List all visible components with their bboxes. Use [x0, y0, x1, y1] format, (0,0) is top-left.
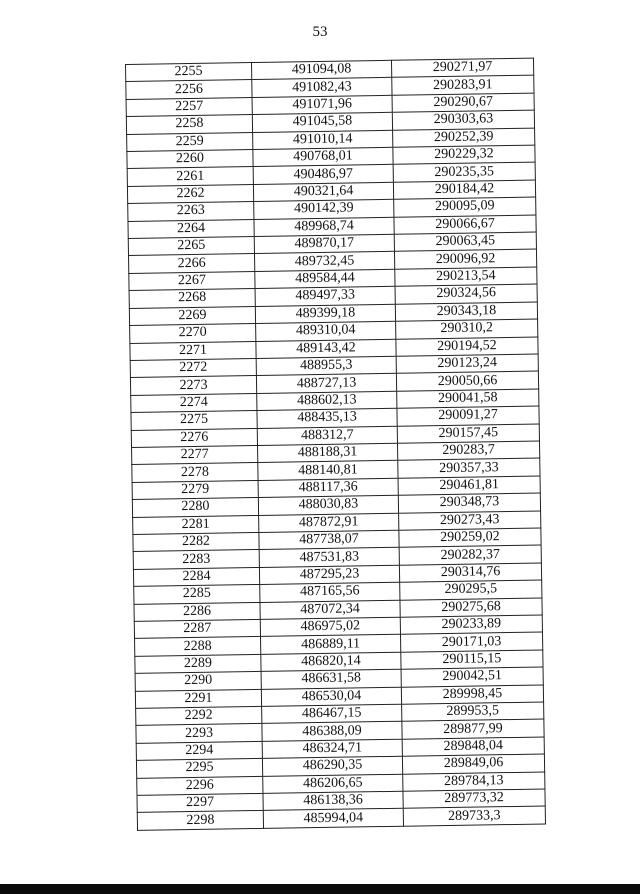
point-number-cell: 2272	[130, 358, 256, 377]
x-coordinate-cell: 487531,83	[259, 548, 399, 568]
point-number-cell: 2263	[128, 202, 254, 221]
point-number-cell: 2271	[130, 341, 256, 360]
x-coordinate-cell: 486975,02	[260, 617, 400, 637]
x-coordinate-cell: 489870,17	[254, 234, 394, 254]
x-coordinate-cell: 489968,74	[254, 217, 394, 237]
point-number-cell: 2283	[133, 550, 259, 569]
x-coordinate-cell: 488312,7	[257, 426, 397, 446]
y-coordinate-cell: 290290,67	[392, 93, 534, 113]
x-coordinate-cell: 488602,13	[257, 391, 397, 411]
coordinates-table-body	[126, 58, 546, 830]
x-coordinate-cell: 489399,18	[255, 304, 395, 324]
point-number-cell: 2285	[134, 585, 260, 604]
point-number-cell: 2267	[129, 271, 255, 290]
x-coordinate-cell: 486290,35	[262, 756, 402, 776]
coordinates-table	[125, 58, 546, 831]
x-coordinate-cell: 488140,81	[258, 461, 398, 481]
point-number-cell: 2286	[134, 602, 260, 621]
point-number-cell: 2257	[126, 97, 252, 116]
y-coordinate-cell: 290066,67	[394, 215, 536, 235]
point-number-cell: 2280	[132, 498, 258, 517]
x-coordinate-cell: 491094,08	[251, 60, 391, 80]
x-coordinate-cell: 488727,13	[256, 374, 396, 394]
y-coordinate-cell: 289998,45	[401, 685, 543, 705]
x-coordinate-cell: 487165,56	[260, 582, 400, 602]
point-number-cell: 2262	[127, 184, 253, 203]
x-coordinate-cell: 486530,04	[261, 687, 401, 707]
y-coordinate-cell: 290096,92	[394, 250, 536, 270]
y-coordinate-cell: 290295,5	[400, 580, 542, 600]
point-number-cell: 2266	[129, 254, 255, 273]
x-coordinate-cell: 486820,14	[261, 652, 401, 672]
y-coordinate-cell: 290324,56	[395, 284, 537, 304]
point-number-cell: 2276	[131, 428, 257, 447]
y-coordinate-cell: 290357,33	[398, 458, 540, 478]
point-number-cell: 2274	[131, 393, 257, 412]
y-coordinate-cell: 290095,09	[394, 197, 536, 217]
point-number-cell: 2287	[134, 619, 260, 638]
point-number-cell: 2256	[126, 80, 252, 99]
x-coordinate-cell: 490486,97	[253, 165, 393, 185]
x-coordinate-cell: 486467,15	[262, 704, 402, 724]
point-number-cell: 2265	[128, 237, 254, 256]
y-coordinate-cell: 290091,27	[397, 406, 539, 426]
x-coordinate-cell: 486324,71	[262, 739, 402, 759]
y-coordinate-cell: 290157,45	[397, 424, 539, 444]
x-coordinate-cell: 489584,44	[255, 269, 395, 289]
x-coordinate-cell: 486889,11	[261, 635, 401, 655]
y-coordinate-cell: 289784,13	[403, 772, 545, 792]
x-coordinate-cell: 486388,09	[262, 722, 402, 742]
point-number-cell: 2288	[135, 637, 261, 656]
x-coordinate-cell: 488435,13	[257, 408, 397, 428]
x-coordinate-cell: 488117,36	[258, 478, 398, 498]
x-coordinate-cell: 487738,07	[259, 530, 399, 550]
scan-bottom-border	[0, 884, 640, 894]
point-number-cell: 2296	[137, 776, 263, 795]
y-coordinate-cell: 289849,06	[402, 754, 544, 774]
y-coordinate-cell: 290184,42	[393, 180, 535, 200]
x-coordinate-cell: 491082,43	[252, 78, 392, 98]
point-number-cell: 2279	[132, 480, 258, 499]
y-coordinate-cell: 290348,73	[398, 493, 540, 513]
x-coordinate-cell: 490321,64	[253, 182, 393, 202]
point-number-cell: 2264	[128, 219, 254, 238]
point-number-cell: 2297	[137, 793, 263, 812]
y-coordinate-cell: 290235,35	[393, 163, 535, 183]
y-coordinate-cell: 289773,32	[403, 789, 545, 809]
y-coordinate-cell: 289733,3	[403, 806, 545, 826]
point-number-cell: 2292	[136, 706, 262, 725]
y-coordinate-cell: 290123,24	[396, 354, 538, 374]
x-coordinate-cell: 487072,34	[260, 600, 400, 620]
y-coordinate-cell: 290229,32	[393, 145, 535, 165]
point-number-cell: 2270	[130, 324, 256, 343]
point-number-cell: 2255	[126, 63, 252, 82]
y-coordinate-cell: 290273,43	[399, 511, 541, 531]
y-coordinate-cell: 290259,02	[399, 528, 541, 548]
x-coordinate-cell: 485994,04	[263, 809, 403, 829]
y-coordinate-cell: 289848,04	[402, 737, 544, 757]
y-coordinate-cell: 290314,76	[399, 563, 541, 583]
x-coordinate-cell: 489310,04	[256, 321, 396, 341]
y-coordinate-cell: 290282,37	[399, 545, 541, 565]
y-coordinate-cell: 290194,52	[396, 337, 538, 357]
y-coordinate-cell: 290252,39	[393, 128, 535, 148]
point-number-cell: 2275	[131, 411, 257, 430]
point-number-cell: 2290	[135, 672, 261, 691]
point-number-cell: 2295	[136, 759, 262, 778]
y-coordinate-cell: 290283,7	[397, 441, 539, 461]
y-coordinate-cell: 290310,2	[396, 319, 538, 339]
x-coordinate-cell: 487872,91	[259, 513, 399, 533]
y-coordinate-cell: 289877,99	[402, 719, 544, 739]
y-coordinate-cell: 290042,51	[401, 667, 543, 687]
point-number-cell: 2259	[127, 132, 253, 151]
point-number-cell: 2278	[132, 463, 258, 482]
y-coordinate-cell: 290283,91	[392, 75, 534, 95]
y-coordinate-cell: 290275,68	[400, 598, 542, 618]
y-coordinate-cell: 290271,97	[391, 58, 533, 78]
y-coordinate-cell: 290233,89	[400, 615, 542, 635]
point-number-cell: 2289	[135, 654, 261, 673]
point-number-cell: 2284	[133, 567, 259, 586]
point-number-cell: 2294	[136, 741, 262, 760]
x-coordinate-cell: 487295,23	[259, 565, 399, 585]
y-coordinate-cell: 290213,54	[395, 267, 537, 287]
y-coordinate-cell: 290343,18	[395, 302, 537, 322]
point-number-cell: 2282	[133, 532, 259, 551]
point-number-cell: 2293	[136, 724, 262, 743]
point-number-cell: 2273	[130, 376, 256, 395]
y-coordinate-cell: 290171,03	[400, 632, 542, 652]
y-coordinate-cell: 290115,15	[401, 650, 543, 670]
point-number-cell: 2281	[133, 515, 259, 534]
x-coordinate-cell: 491045,58	[252, 113, 392, 133]
x-coordinate-cell: 488188,31	[258, 443, 398, 463]
y-coordinate-cell: 290050,66	[396, 371, 538, 391]
page-number: 53	[312, 24, 328, 40]
x-coordinate-cell: 490142,39	[254, 200, 394, 220]
point-number-cell: 2277	[132, 445, 258, 464]
point-number-cell: 2269	[129, 306, 255, 325]
point-number-cell: 2261	[127, 167, 253, 186]
x-coordinate-cell: 489497,33	[255, 287, 395, 307]
point-number-cell: 2260	[127, 150, 253, 169]
x-coordinate-cell: 486631,58	[261, 669, 401, 689]
point-number-cell: 2258	[126, 115, 252, 134]
y-coordinate-cell: 289953,5	[402, 702, 544, 722]
x-coordinate-cell: 490768,01	[253, 147, 393, 167]
y-coordinate-cell: 290041,58	[397, 389, 539, 409]
x-coordinate-cell: 491010,14	[253, 130, 393, 150]
y-coordinate-cell: 290461,81	[398, 476, 540, 496]
x-coordinate-cell: 489143,42	[256, 339, 396, 359]
x-coordinate-cell: 491071,96	[252, 95, 392, 115]
x-coordinate-cell: 489732,45	[254, 252, 394, 272]
point-number-cell: 2268	[129, 289, 255, 308]
coordinates-table-wrapper	[125, 58, 545, 831]
x-coordinate-cell: 486138,36	[263, 791, 403, 811]
y-coordinate-cell: 290063,45	[394, 232, 536, 252]
x-coordinate-cell: 488955,3	[256, 356, 396, 376]
point-number-cell: 2298	[137, 811, 263, 830]
y-coordinate-cell: 290303,63	[392, 110, 534, 130]
point-number-cell: 2291	[135, 689, 261, 708]
x-coordinate-cell: 488030,83	[258, 495, 398, 515]
x-coordinate-cell: 486206,65	[263, 774, 403, 794]
